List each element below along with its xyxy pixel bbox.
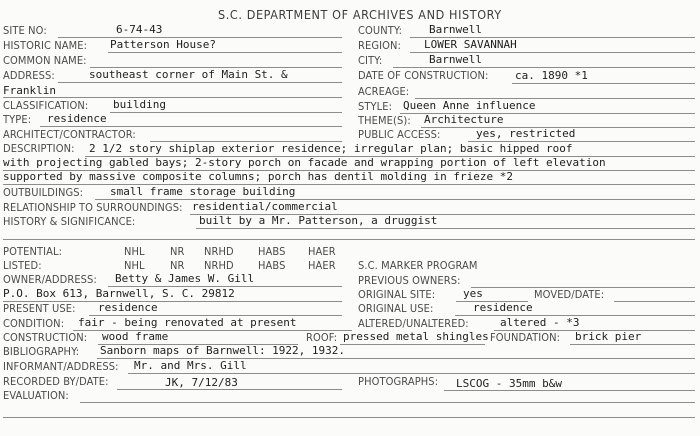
potential-nhl: NHL <box>124 245 145 258</box>
roof-rule <box>340 344 485 345</box>
theme-value: Architecture <box>424 113 504 126</box>
style-value: Queen Anne influence <box>403 99 536 112</box>
classification-rule <box>110 112 342 113</box>
listed-nrhd: NRHD <box>204 259 234 272</box>
altered-label: ALTERED/UNALTERED: <box>358 317 469 330</box>
historic-name-rule <box>108 52 342 53</box>
photographs-value: LSCOG - 35mm b&w <box>456 377 562 390</box>
recorded-value: JK, 7/12/83 <box>165 376 238 389</box>
evaluation-rule-2 <box>3 417 695 418</box>
roof-label: ROOF: <box>306 331 338 344</box>
owner-line2: P.O. Box 613, Barnwell, S. C. 29812 <box>3 287 235 300</box>
date-value: ca. 1890 *1 <box>515 69 588 82</box>
region-value: LOWER SAVANNAH <box>424 38 517 51</box>
date-label: DATE OF CONSTRUCTION: <box>358 69 489 82</box>
relationship-label: RELATIONSHIP TO SURROUNDINGS: <box>3 201 183 214</box>
city-rule <box>393 67 695 68</box>
roof-value: pressed metal shingles <box>343 330 489 343</box>
informant-rule <box>128 373 695 374</box>
outbuildings-rule <box>95 199 695 200</box>
bibliography-value: Sanborn maps of Barnwell: 1922, 1932. <box>100 344 346 357</box>
public-access-value: yes, restricted <box>476 127 576 140</box>
city-value: Barnwell <box>429 53 482 66</box>
type-label: TYPE: <box>3 113 32 126</box>
foundation-value: brick pier <box>575 330 642 343</box>
acreage-label: ACREAGE: <box>358 85 410 98</box>
history-label: HISTORY & SIGNIFICANCE: <box>3 215 136 228</box>
style-label: STYLE: <box>358 100 393 113</box>
type-rule <box>40 126 342 127</box>
potential-nr: NR <box>170 245 185 258</box>
description-rule-3 <box>3 184 695 185</box>
classification-value: building <box>113 98 166 111</box>
original-site-value: yes <box>463 287 483 300</box>
description-line3: supported by massive composite columns; porch has dentil molding in frieze *2 <box>3 170 513 183</box>
potential-nrhd: NRHD <box>204 245 234 258</box>
present-use-value: residence <box>98 301 158 314</box>
address-rule-2 <box>3 97 342 98</box>
city-label: CITY: <box>358 54 383 67</box>
construction-label: CONSTRUCTION: <box>3 331 88 344</box>
description-line2: with projecting gabled bays; 2-story porch on facade and wrapping portion of left elevation <box>3 156 606 169</box>
history-rule <box>196 228 695 229</box>
address-line1: southeast corner of Main St. & <box>89 68 288 81</box>
county-label: COUNTY: <box>358 24 403 37</box>
potential-label: POTENTIAL: <box>3 245 63 258</box>
foundation-rule <box>570 344 695 345</box>
classification-label: CLASSIFICATION: <box>3 99 89 112</box>
evaluation-label: EVALUATION: <box>3 389 69 402</box>
owner-line1: Betty & James W. Gill <box>115 272 255 285</box>
potential-haer: HAER <box>308 245 336 258</box>
condition-label: CONDITION: <box>3 317 65 330</box>
historic-name-value: Patterson House? <box>110 38 216 51</box>
form-heading: S.C. DEPARTMENT OF ARCHIVES AND HISTORY <box>218 7 502 22</box>
photographs-label: PHOTOGRAPHS: <box>358 375 439 388</box>
listed-nhl: NHL <box>124 259 145 272</box>
address-line2: Franklin <box>3 84 56 97</box>
history-value: built by a Mr. Patterson, a druggist <box>199 214 438 227</box>
altered-value: altered - *3 <box>500 316 580 329</box>
owner-label: OWNER/ADDRESS: <box>3 273 97 286</box>
present-use-label: PRESENT USE: <box>3 302 76 315</box>
description-line1: 2 1/2 story shiplap exterior residence; irregular plan; basic hipped roof <box>89 142 573 155</box>
site-no-value: 6-74-43 <box>116 23 163 36</box>
previous-owners-label: PREVIOUS OWNERS: <box>358 274 461 287</box>
original-use-value: residence <box>473 301 533 314</box>
description-label: DESCRIPTION: <box>3 142 75 155</box>
site-no-label: SITE NO: <box>3 24 47 37</box>
moved-date-label: MOVED/DATE: <box>534 288 605 301</box>
region-label: REGION: <box>358 39 401 52</box>
address-rule-1 <box>58 82 342 83</box>
address-label: ADDRESS: <box>3 69 55 82</box>
original-site-label: ORIGINAL SITE: <box>358 288 436 301</box>
original-use-label: ORIGINAL USE: <box>358 302 434 315</box>
theme-label: THEME(S): <box>358 114 411 127</box>
type-value: residence <box>47 112 107 125</box>
construction-value: wood frame <box>102 330 169 343</box>
outbuildings-value: small frame storage building <box>110 185 296 198</box>
common-name-label: COMMON NAME: <box>3 54 87 67</box>
recorded-label: RECORDED BY/DATE: <box>3 375 109 388</box>
listed-label: LISTED: <box>3 259 42 272</box>
listed-habs: HABS <box>258 259 286 272</box>
county-value: Barnwell <box>429 23 482 36</box>
evaluation-rule-1 <box>80 402 695 403</box>
potential-habs: HABS <box>258 245 286 258</box>
outbuildings-label: OUTBUILDINGS: <box>3 186 84 199</box>
informant-value: Mr. and Mrs. Gill <box>134 359 247 372</box>
public-access-label: PUBLIC ACCESS: <box>358 128 441 141</box>
historic-name-label: HISTORIC NAME: <box>3 39 88 52</box>
architect-label: ARCHITECT/CONTRACTOR: <box>3 128 136 141</box>
foundation-label: FOUNDATION: <box>490 331 561 344</box>
condition-value: fair - being renovated at present <box>78 316 297 329</box>
informant-label: INFORMANT/ADDRESS: <box>3 360 119 373</box>
recorded-rule <box>117 389 342 390</box>
moved-date-rule <box>614 301 695 302</box>
relationship-value: residential/commercial <box>192 200 338 213</box>
date-rule <box>512 83 695 84</box>
listed-haer: HAER <box>308 259 336 272</box>
photographs-rule <box>444 390 695 391</box>
listed-nr: NR <box>170 259 185 272</box>
history-rule-2 <box>3 239 695 240</box>
bibliography-label: BIBLIOGRAPHY: <box>3 345 80 358</box>
marker-program-label: S.C. MARKER PROGRAM <box>358 259 478 272</box>
